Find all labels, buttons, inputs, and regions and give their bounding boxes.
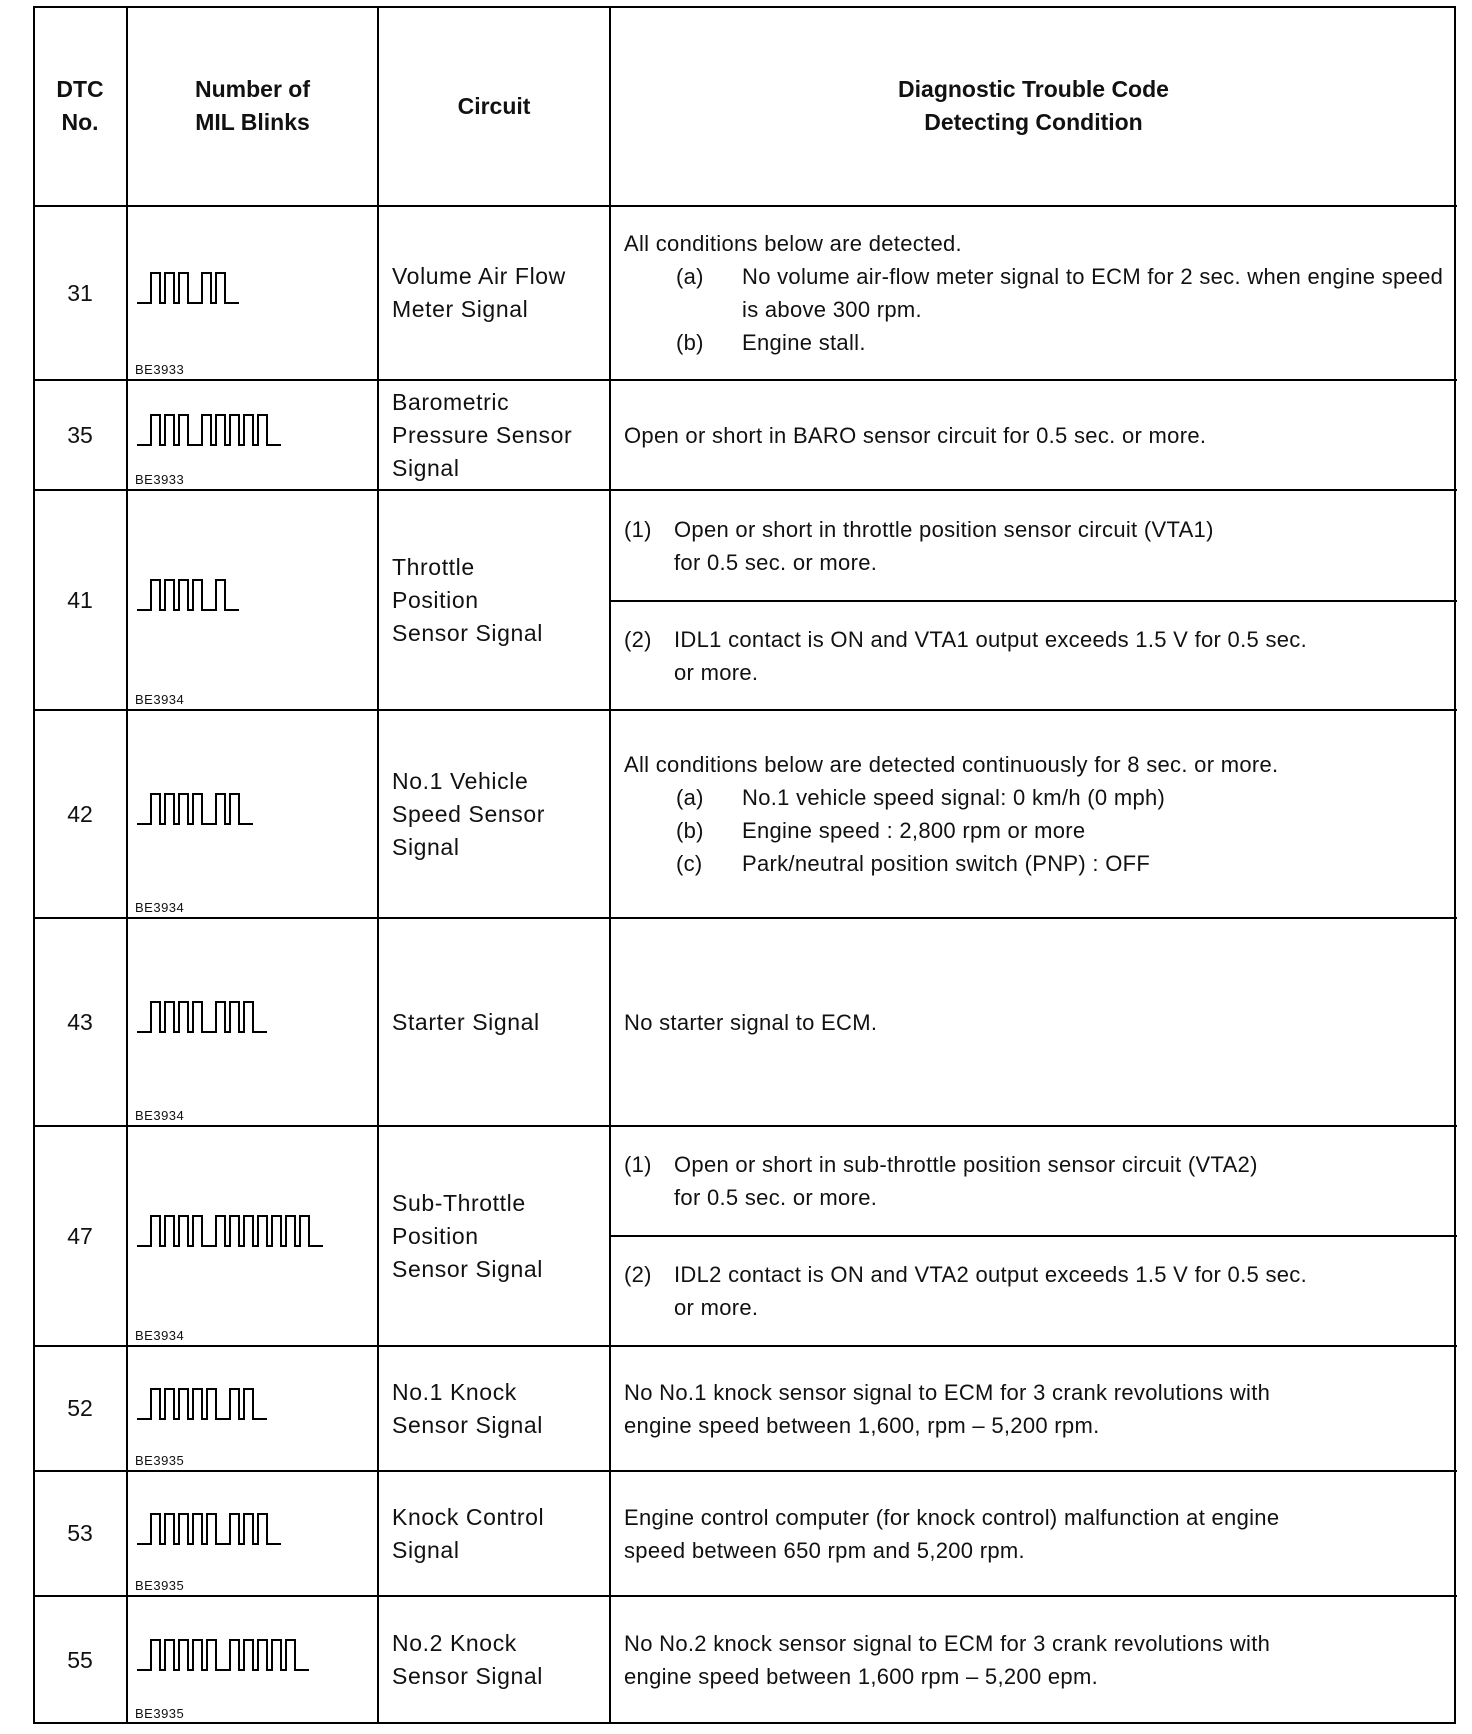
dtc-number-text: 35	[67, 421, 93, 448]
condition-item-text: Engine speed : 2,800 rpm or more	[742, 818, 1086, 843]
condition-item-text: IDL2 contact is ON and VTA2 output exceeds 1.5 V for 0.5 sec. or more.	[674, 1262, 1307, 1320]
condition-text: Open or short in BARO sensor circuit for 0.5 sec. or more.	[624, 422, 1207, 448]
condition-item-label: (2)	[624, 1262, 652, 1287]
circuit-text: Sub-Throttle Position Sensor Signal	[392, 1189, 543, 1282]
circuit-text: Knock Control Signal	[392, 1503, 545, 1563]
header-dtc-text: DTC No.	[56, 76, 104, 135]
condition-item	[624, 623, 1457, 689]
condition-item	[624, 260, 1457, 326]
condition	[610, 918, 1457, 1126]
dtc-number	[33, 1346, 127, 1471]
mil-blinks	[127, 380, 378, 490]
condition-item	[624, 847, 1457, 880]
figure-code: BE3934	[135, 1108, 185, 1123]
figure-code: BE3935	[135, 1453, 185, 1468]
header-circuit-text: Circuit	[457, 92, 531, 119]
mil-blinks	[127, 1126, 378, 1346]
condition-item-text: IDL1 contact is ON and VTA1 output exceeds 1.5 V for 0.5 sec. or more.	[674, 626, 1307, 685]
condition	[610, 380, 1457, 490]
header-dtc	[33, 6, 127, 206]
condition-text: No No.1 knock sensor signal to ECM for 3 crank revolutions with engine speed between 1,600, rpm – 5,200 rpm.	[624, 1379, 1271, 1438]
dtc-number	[33, 1596, 127, 1724]
dtc-number	[33, 918, 127, 1126]
condition-item-label: (b)	[676, 818, 704, 843]
condition-body	[624, 1627, 1457, 1693]
mil-blinks	[127, 206, 378, 380]
dtc-number-text: 53	[67, 1520, 93, 1546]
condition-item-text: Park/neutral position switch (PNP) : OFF	[742, 851, 1151, 876]
dtc-number-text: 31	[67, 279, 93, 306]
condition-body	[624, 1501, 1457, 1567]
figure-code: BE3934	[135, 692, 185, 707]
mil-blinks	[127, 1346, 378, 1471]
header-blinks	[127, 6, 378, 206]
dtc-number	[33, 206, 127, 380]
dtc-number	[33, 1126, 127, 1346]
dtc-number	[33, 710, 127, 918]
figure-code: BE3933	[135, 472, 185, 487]
condition-item-label: (1)	[624, 1152, 652, 1177]
condition-lead	[624, 227, 1457, 260]
condition-part	[610, 490, 1457, 601]
mil-blink-waveform	[137, 578, 239, 612]
mil-blink-waveform	[137, 1512, 281, 1546]
condition	[610, 710, 1457, 918]
mil-blink-waveform	[137, 1000, 267, 1034]
circuit	[378, 1471, 610, 1596]
circuit-text: No.1 Vehicle Speed Sensor Signal	[392, 767, 545, 860]
condition-item-label: (a)	[676, 785, 704, 810]
circuit	[378, 490, 610, 710]
condition-item-label: (2)	[624, 626, 652, 652]
condition-lead	[624, 748, 1457, 781]
mil-blink-waveform	[137, 1387, 267, 1421]
dtc-number-text: 52	[67, 1395, 93, 1421]
condition-part	[610, 1126, 1457, 1236]
dtc-number	[33, 490, 127, 710]
condition-item-label: (a)	[676, 264, 704, 289]
condition-lead-text: All conditions below are detected.	[624, 231, 962, 256]
condition-item	[624, 1148, 1457, 1214]
condition-text: No No.2 knock sensor signal to ECM for 3 crank revolutions with engine speed between 1,600 rpm – 5,200 epm.	[624, 1631, 1271, 1689]
condition-item	[624, 326, 1457, 359]
mil-blinks	[127, 490, 378, 710]
circuit-text: Volume Air Flow Meter Signal	[392, 263, 566, 322]
condition	[610, 1596, 1457, 1724]
header-condition-text: Diagnostic Trouble Code Detecting Condition	[898, 76, 1169, 135]
circuit	[378, 380, 610, 490]
mil-blinks	[127, 918, 378, 1126]
condition-text: Engine control computer (for knock control) malfunction at engine speed between 650 rpm and 5,200 rpm.	[624, 1504, 1280, 1563]
dtc-table	[33, 6, 1457, 1724]
mil-blinks	[127, 710, 378, 918]
condition-body	[624, 1006, 1457, 1039]
condition-item	[624, 781, 1457, 814]
mil-blink-waveform	[137, 792, 253, 826]
header-blinks-text: Number of MIL Blinks	[195, 76, 310, 135]
condition-part	[610, 601, 1457, 710]
header-circuit	[378, 6, 610, 206]
circuit-text: No.1 Knock Sensor Signal	[392, 1378, 543, 1438]
condition-item	[624, 814, 1457, 847]
condition	[610, 1471, 1457, 1596]
condition-item	[624, 513, 1457, 579]
circuit-text: No.2 Knock Sensor Signal	[392, 1630, 543, 1689]
dtc-number-text: 41	[67, 586, 93, 613]
condition-item-text: No.1 vehicle speed signal: 0 km/h (0 mph)	[742, 785, 1166, 810]
mil-blink-waveform	[137, 271, 239, 305]
condition-item-label: (b)	[676, 330, 704, 355]
circuit	[378, 1596, 610, 1724]
condition-body	[624, 748, 1457, 880]
condition-body	[624, 1376, 1457, 1442]
dtc-number-text: 42	[67, 800, 93, 827]
circuit	[378, 918, 610, 1126]
dtc-number-text: 43	[67, 1008, 93, 1035]
dtc-number-text: 47	[67, 1222, 93, 1249]
condition-item-label: (c)	[676, 851, 703, 876]
figure-code: BE3933	[135, 362, 185, 377]
figure-code: BE3935	[135, 1706, 185, 1721]
condition-lead-text: All conditions below are detected continuously for 8 sec. or more.	[624, 752, 1279, 777]
condition-text: No starter signal to ECM.	[624, 1009, 878, 1035]
condition	[610, 1346, 1457, 1471]
mil-blink-waveform	[137, 1214, 323, 1248]
circuit	[378, 710, 610, 918]
dtc-number	[33, 380, 127, 490]
circuit	[378, 1346, 610, 1471]
dtc-number-text: 55	[67, 1646, 93, 1673]
figure-code: BE3935	[135, 1578, 185, 1593]
dtc-number	[33, 1471, 127, 1596]
figure-code: BE3934	[135, 900, 185, 915]
circuit	[378, 206, 610, 380]
condition-item-text: No volume air-flow meter signal to ECM for 2 sec. when engine speed is above 300 rpm.	[742, 264, 1444, 322]
circuit	[378, 1126, 610, 1346]
condition-item-text: Open or short in sub-throttle position sensor circuit (VTA2) for 0.5 sec. or more.	[674, 1152, 1258, 1210]
circuit-text: Barometric Pressure Sensor Signal	[392, 388, 573, 481]
mil-blinks	[127, 1596, 378, 1724]
condition-part	[610, 1236, 1457, 1346]
mil-blink-waveform	[137, 1638, 309, 1672]
condition-item	[624, 1258, 1457, 1324]
mil-blink-waveform	[137, 413, 281, 447]
condition-item-text: Open or short in throttle position sensor circuit (VTA1) for 0.5 sec. or more.	[674, 516, 1214, 575]
condition-body	[624, 227, 1457, 359]
mil-blinks	[127, 1471, 378, 1596]
condition	[610, 206, 1457, 380]
condition-item-text: Engine stall.	[742, 330, 866, 355]
circuit-text: Starter Signal	[392, 1008, 540, 1035]
condition-body	[624, 419, 1457, 452]
header-condition	[610, 6, 1457, 206]
figure-code: BE3934	[135, 1328, 185, 1343]
circuit-text: Throttle Position Sensor Signal	[392, 553, 543, 646]
condition-item-label: (1)	[624, 516, 652, 542]
